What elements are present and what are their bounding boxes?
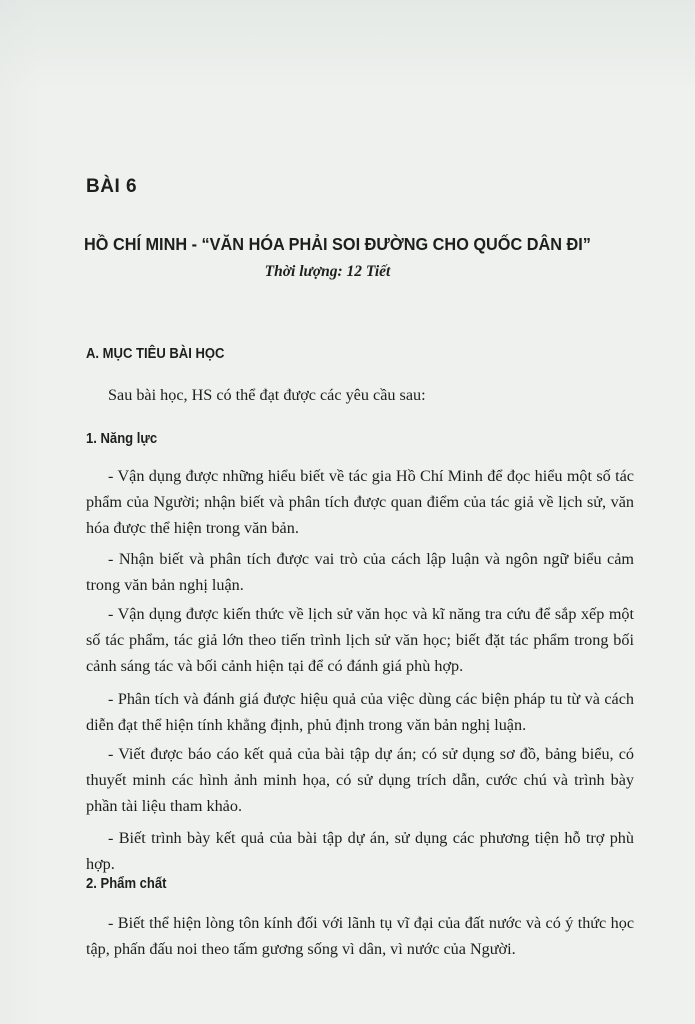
competence-item: - Vận dụng được kiến thức về lịch sử văn học và kĩ năng tra cứu để sắp xếp một số tác phẩm, tác giả lớn theo tiến trình lịch sử văn học; biết đặt tác phẩm trong bối cảnh sáng tác và bối cảnh hiện tại để có đánh giá phù hợp.	[86, 605, 634, 675]
lesson-title: HỒ CHÍ MINH - “VĂN HÓA PHẢI SOI ĐƯỜNG CHO QUỐC DÂN ĐI”	[84, 234, 591, 254]
lesson-label: BÀI 6	[86, 176, 138, 197]
competence-item: - Phân tích và đánh giá được hiệu quả của việc dùng các biện pháp tu từ và cách diễn đạt thể hiện tính khẳng định, phủ định trong văn bản nghị luận.	[86, 690, 634, 734]
quality-heading: 2. Phẩm chất	[86, 876, 167, 892]
lesson-duration: Thời lượng: 12 Tiết	[264, 263, 391, 280]
quality-item: - Biết thể hiện lòng tôn kính đối với lãnh tụ vĩ đại của đất nước và có ý thức học tập, phấn đấu noi theo tấm gương sống vì dân, vì nước của Người.	[86, 914, 634, 958]
section-a-intro: Sau bài học, HS có thể đạt được các yêu cầu sau:	[108, 386, 426, 404]
competence-heading: 1. Năng lực	[86, 431, 158, 447]
competence-item: - Nhận biết và phân tích được vai trò của cách lập luận và ngôn ngữ biểu cảm trong văn bản nghị luận.	[86, 550, 634, 594]
section-a-heading: A. MỤC TIÊU BÀI HỌC	[86, 346, 225, 362]
competence-item: - Vận dụng được những hiểu biết về tác gia Hồ Chí Minh để đọc hiểu một số tác phẩm của Người; nhận biết và phân tích được quan điểm của tác giả về lịch sử, văn hóa được thể hiện trong văn bản.	[86, 467, 634, 537]
competence-item: - Viết được báo cáo kết quả của bài tập dự án; có sử dụng sơ đồ, bảng biểu, có thuyết minh các hình ảnh minh họa, có sử dụng trích dẫn, cước chú và trình bày phần tài liệu tham khảo.	[86, 745, 634, 815]
competence-item: - Biết trình bày kết quả của bài tập dự án, sử dụng các phương tiện hỗ trợ phù hợp.	[86, 829, 634, 873]
